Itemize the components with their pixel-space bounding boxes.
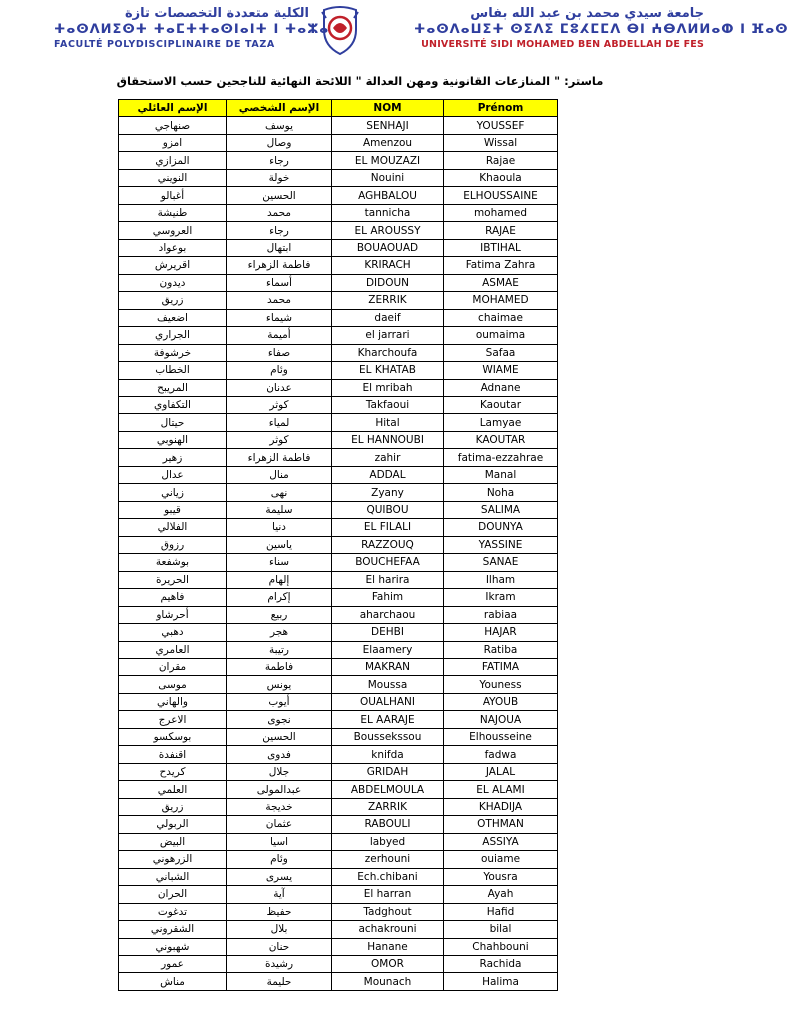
cell-prenom: Manal <box>444 466 558 483</box>
cell-nom: SENHAJI <box>332 117 444 134</box>
table-row <box>119 554 558 571</box>
cell-prenom: Ratiba <box>444 641 558 658</box>
table-row <box>119 833 558 850</box>
cell-prenom: Khaoula <box>444 169 558 186</box>
cell-nom: BOUAOUAD <box>332 239 444 256</box>
table-row <box>119 851 558 868</box>
cell-first-name-arabic: رشيدة <box>227 955 332 972</box>
cell-nom: Fahim <box>332 589 444 606</box>
cell-family-name-arabic: اضعيف <box>119 309 227 326</box>
cell-family-name-arabic: الزرهوني <box>119 851 227 868</box>
cell-family-name-arabic: الخطاب <box>119 362 227 379</box>
cell-prenom: EL ALAMI <box>444 781 558 798</box>
cell-family-name-arabic: أغبالو <box>119 187 227 204</box>
cell-nom: tannicha <box>332 204 444 221</box>
table-row <box>119 798 558 815</box>
cell-prenom: Rajae <box>444 152 558 169</box>
cell-nom: EL KHATAB <box>332 362 444 379</box>
cell-prenom: Ikram <box>444 589 558 606</box>
cell-nom: zahir <box>332 449 444 466</box>
cell-first-name-arabic: لمياء <box>227 414 332 431</box>
cell-prenom: DOUNYA <box>444 519 558 536</box>
cell-first-name-arabic: فاطمة <box>227 659 332 676</box>
cell-family-name-arabic: المريبح <box>119 379 227 396</box>
table-row <box>119 431 558 448</box>
cell-family-name-arabic: العروسي <box>119 222 227 239</box>
cell-nom: EL MOUZAZI <box>332 152 444 169</box>
cell-prenom: Safaa <box>444 344 558 361</box>
cell-prenom: FATIMA <box>444 659 558 676</box>
cell-family-name-arabic: اقريرش <box>119 257 227 274</box>
cell-nom: ADDAL <box>332 466 444 483</box>
cell-prenom: ELHOUSSAINE <box>444 187 558 204</box>
cell-nom: QUIBOU <box>332 501 444 518</box>
table-row <box>119 763 558 780</box>
cell-nom: Boussekssou <box>332 728 444 745</box>
cell-family-name-arabic: امزو <box>119 134 227 151</box>
column-header-family-name-arabic: الإسم العائلي <box>119 100 227 117</box>
cell-prenom: Wissal <box>444 134 558 151</box>
cell-prenom: Halima <box>444 973 558 990</box>
cell-prenom: JALAL <box>444 763 558 780</box>
table-row <box>119 728 558 745</box>
cell-family-name-arabic: دهبي <box>119 624 227 641</box>
cell-nom: daeif <box>332 309 444 326</box>
table-row <box>119 606 558 623</box>
cell-family-name-arabic: حيتال <box>119 414 227 431</box>
faculty-name-arabic: الكلية متعددة التخصصات تازة <box>124 6 309 21</box>
cell-first-name-arabic: أسماء <box>227 274 332 291</box>
table-row <box>119 344 558 361</box>
cell-family-name-arabic: المزازي <box>119 152 227 169</box>
cell-first-name-arabic: خولة <box>227 169 332 186</box>
cell-nom: EL AARAJE <box>332 711 444 728</box>
table-row <box>119 624 558 641</box>
table-row <box>119 309 558 326</box>
table-row <box>119 659 558 676</box>
table-row <box>119 938 558 955</box>
table-row <box>119 571 558 588</box>
university-name-french: UNIVERSITÉ SIDI MOHAMED BEN ABDELLAH DE FES <box>421 39 704 50</box>
cell-first-name-arabic: الحسين <box>227 728 332 745</box>
cell-nom: knifda <box>332 746 444 763</box>
table-row <box>119 676 558 693</box>
cell-prenom: Noha <box>444 484 558 501</box>
cell-prenom: mohamed <box>444 204 558 221</box>
table-row <box>119 921 558 938</box>
table-row <box>119 327 558 344</box>
cell-nom: Mounach <box>332 973 444 990</box>
cell-nom: AGHBALOU <box>332 187 444 204</box>
cell-first-name-arabic: دنيا <box>227 519 332 536</box>
cell-prenom: Lamyae <box>444 414 558 431</box>
cell-first-name-arabic: محمد <box>227 292 332 309</box>
cell-first-name-arabic: عبدالمولى <box>227 781 332 798</box>
table-row <box>119 641 558 658</box>
cell-family-name-arabic: الحران <box>119 886 227 903</box>
cell-first-name-arabic: سليمة <box>227 501 332 518</box>
cell-prenom: oumaima <box>444 327 558 344</box>
cell-first-name-arabic: يسرى <box>227 868 332 885</box>
cell-first-name-arabic: جلال <box>227 763 332 780</box>
cell-first-name-arabic: فاطمة الزهراء <box>227 449 332 466</box>
cell-family-name-arabic: بوعواد <box>119 239 227 256</box>
cell-first-name-arabic: صفاء <box>227 344 332 361</box>
faculty-name-tifinagh: ⵜⴰⵙⴷⵍⵉⵙⵜ ⵜⴰⵎⵜⵜⴰⵙⵏⴰⵏⵜ ⵏ ⵜⴰⵣⴰ <box>54 22 330 37</box>
cell-prenom: ASSIYA <box>444 833 558 850</box>
cell-first-name-arabic: حنان <box>227 938 332 955</box>
cell-first-name-arabic: نجوى <box>227 711 332 728</box>
cell-prenom: Kaoutar <box>444 396 558 413</box>
cell-nom: Amenzou <box>332 134 444 151</box>
cell-first-name-arabic: أيوب <box>227 693 332 710</box>
cell-first-name-arabic: منال <box>227 466 332 483</box>
table-row <box>119 589 558 606</box>
cell-nom: OUALHANI <box>332 693 444 710</box>
cell-first-name-arabic: عثمان <box>227 816 332 833</box>
cell-nom: El mribah <box>332 379 444 396</box>
faculty-name-french: FACULTÉ POLYDISCIPLINAIRE DE TAZA <box>54 39 275 50</box>
table-header-row <box>119 100 558 117</box>
cell-family-name-arabic: والهاني <box>119 693 227 710</box>
cell-prenom: NAJOUA <box>444 711 558 728</box>
table-row <box>119 292 558 309</box>
cell-family-name-arabic: رزوق <box>119 536 227 553</box>
cell-family-name-arabic: بوسكسو <box>119 728 227 745</box>
table-row <box>119 396 558 413</box>
table-row <box>119 414 558 431</box>
cell-first-name-arabic: وئام <box>227 851 332 868</box>
cell-nom: Nouini <box>332 169 444 186</box>
cell-family-name-arabic: الجراري <box>119 327 227 344</box>
column-header-nom: NOM <box>332 100 444 117</box>
cell-first-name-arabic: رتيبة <box>227 641 332 658</box>
cell-prenom: fatima-ezzahrae <box>444 449 558 466</box>
table-row <box>119 134 558 151</box>
cell-first-name-arabic: رجاء <box>227 222 332 239</box>
faculty-block <box>54 6 330 52</box>
cell-prenom: HAJAR <box>444 624 558 641</box>
cell-prenom: Elhousseine <box>444 728 558 745</box>
cell-first-name-arabic: الحسين <box>227 187 332 204</box>
cell-nom: RABOULI <box>332 816 444 833</box>
cell-first-name-arabic: عدنان <box>227 379 332 396</box>
cell-first-name-arabic: ربيع <box>227 606 332 623</box>
cell-first-name-arabic: آية <box>227 886 332 903</box>
cell-prenom: bilal <box>444 921 558 938</box>
table-row <box>119 955 558 972</box>
table-row <box>119 973 558 990</box>
cell-family-name-arabic: زهير <box>119 449 227 466</box>
cell-first-name-arabic: يونس <box>227 676 332 693</box>
cell-nom: achakrouni <box>332 921 444 938</box>
cell-family-name-arabic: موسى <box>119 676 227 693</box>
cell-nom: ZARRIK <box>332 798 444 815</box>
cell-prenom: Adnane <box>444 379 558 396</box>
cell-nom: EL HANNOUBI <box>332 431 444 448</box>
cell-family-name-arabic: زريق <box>119 292 227 309</box>
table-row <box>119 222 558 239</box>
cell-nom: OMOR <box>332 955 444 972</box>
cell-family-name-arabic: الاعرج <box>119 711 227 728</box>
cell-nom: aharchaou <box>332 606 444 623</box>
cell-prenom: rabiaa <box>444 606 558 623</box>
table-row <box>119 886 558 903</box>
cell-prenom: Fatima Zahra <box>444 257 558 274</box>
cell-first-name-arabic: أميمة <box>227 327 332 344</box>
cell-first-name-arabic: فدوى <box>227 746 332 763</box>
cell-family-name-arabic: البيض <box>119 833 227 850</box>
cell-family-name-arabic: الربولي <box>119 816 227 833</box>
cell-family-name-arabic: العلمي <box>119 781 227 798</box>
table-row <box>119 362 558 379</box>
cell-family-name-arabic: الشقروني <box>119 921 227 938</box>
cell-family-name-arabic: العامري <box>119 641 227 658</box>
cell-prenom: Hafid <box>444 903 558 920</box>
cell-family-name-arabic: ديدون <box>119 274 227 291</box>
cell-family-name-arabic: مناش <box>119 973 227 990</box>
cell-nom: EL AROUSSY <box>332 222 444 239</box>
results-table <box>118 99 558 991</box>
table-row <box>119 484 558 501</box>
cell-family-name-arabic: طنيشة <box>119 204 227 221</box>
cell-family-name-arabic: الهنوبي <box>119 431 227 448</box>
cell-nom: Takfaoui <box>332 396 444 413</box>
cell-first-name-arabic: خديجة <box>227 798 332 815</box>
cell-first-name-arabic: وصال <box>227 134 332 151</box>
cell-family-name-arabic: خرشوفة <box>119 344 227 361</box>
cell-prenom: KAOUTAR <box>444 431 558 448</box>
cell-prenom: KHADIJA <box>444 798 558 815</box>
university-block <box>414 6 789 52</box>
cell-first-name-arabic: حفيظ <box>227 903 332 920</box>
cell-nom: Hanane <box>332 938 444 955</box>
document-header <box>0 0 789 62</box>
cell-first-name-arabic: يوسف <box>227 117 332 134</box>
cell-nom: Ech.chibani <box>332 868 444 885</box>
cell-first-name-arabic: إكرام <box>227 589 332 606</box>
cell-family-name-arabic: بوشفعة <box>119 554 227 571</box>
cell-family-name-arabic: اقنفدة <box>119 746 227 763</box>
table-row <box>119 466 558 483</box>
cell-nom: zerhouni <box>332 851 444 868</box>
cell-prenom: RAJAE <box>444 222 558 239</box>
table-row <box>119 152 558 169</box>
cell-family-name-arabic: تدغوت <box>119 903 227 920</box>
cell-family-name-arabic: عمور <box>119 955 227 972</box>
cell-first-name-arabic: كوثر <box>227 396 332 413</box>
table-row <box>119 449 558 466</box>
column-header-prenom: Prénom <box>444 100 558 117</box>
cell-nom: DEHBI <box>332 624 444 641</box>
cell-nom: RAZZOUQ <box>332 536 444 553</box>
cell-family-name-arabic: الحريرة <box>119 571 227 588</box>
cell-nom: El harira <box>332 571 444 588</box>
cell-first-name-arabic: بلال <box>227 921 332 938</box>
cell-family-name-arabic: النويني <box>119 169 227 186</box>
cell-prenom: YASSINE <box>444 536 558 553</box>
cell-nom: El harran <box>332 886 444 903</box>
cell-nom: ZERRIK <box>332 292 444 309</box>
table-row <box>119 693 558 710</box>
cell-first-name-arabic: كوثر <box>227 431 332 448</box>
table-row <box>119 711 558 728</box>
cell-family-name-arabic: صنهاجي <box>119 117 227 134</box>
cell-family-name-arabic: شهبوني <box>119 938 227 955</box>
cell-prenom: AYOUB <box>444 693 558 710</box>
table-row <box>119 746 558 763</box>
cell-family-name-arabic: زريق <box>119 798 227 815</box>
cell-nom: Moussa <box>332 676 444 693</box>
cell-first-name-arabic: محمد <box>227 204 332 221</box>
cell-prenom: Youness <box>444 676 558 693</box>
cell-first-name-arabic: فاطمة الزهراء <box>227 257 332 274</box>
column-header-first-name-arabic: الإسم الشخصي <box>227 100 332 117</box>
cell-family-name-arabic: مقران <box>119 659 227 676</box>
cell-family-name-arabic: كريدح <box>119 763 227 780</box>
cell-nom: BOUCHEFAA <box>332 554 444 571</box>
cell-nom: KRIRACH <box>332 257 444 274</box>
cell-family-name-arabic: الفلالي <box>119 519 227 536</box>
cell-prenom: chaimae <box>444 309 558 326</box>
cell-nom: ABDELMOULA <box>332 781 444 798</box>
cell-first-name-arabic: ياسين <box>227 536 332 553</box>
table-row <box>119 257 558 274</box>
table-row <box>119 868 558 885</box>
table-row <box>119 187 558 204</box>
cell-nom: labyed <box>332 833 444 850</box>
cell-first-name-arabic: ابتهال <box>227 239 332 256</box>
cell-family-name-arabic: أحرشاو <box>119 606 227 623</box>
cell-prenom: WIAME <box>444 362 558 379</box>
table-row <box>119 501 558 518</box>
table-row <box>119 816 558 833</box>
cell-nom: Elaamery <box>332 641 444 658</box>
table-row <box>119 239 558 256</box>
cell-nom: DIDOUN <box>332 274 444 291</box>
cell-first-name-arabic: حليمة <box>227 973 332 990</box>
cell-family-name-arabic: عدال <box>119 466 227 483</box>
cell-nom: EL FILALI <box>332 519 444 536</box>
cell-family-name-arabic: زياني <box>119 484 227 501</box>
cell-family-name-arabic: قيبو <box>119 501 227 518</box>
cell-prenom: OTHMAN <box>444 816 558 833</box>
cell-first-name-arabic: شيماء <box>227 309 332 326</box>
table-row <box>119 903 558 920</box>
table-row <box>119 169 558 186</box>
cell-prenom: fadwa <box>444 746 558 763</box>
cell-prenom: ASMAE <box>444 274 558 291</box>
cell-first-name-arabic: وئام <box>227 362 332 379</box>
cell-first-name-arabic: نهى <box>227 484 332 501</box>
cell-nom: GRIDAH <box>332 763 444 780</box>
cell-prenom: MOHAMED <box>444 292 558 309</box>
table-row <box>119 781 558 798</box>
cell-prenom: Rachida <box>444 955 558 972</box>
cell-family-name-arabic: التكفاوي <box>119 396 227 413</box>
cell-nom: el jarrari <box>332 327 444 344</box>
university-name-arabic: جامعة سيدي محمد بن عبد الله بفاس <box>470 6 704 21</box>
cell-first-name-arabic: هجر <box>227 624 332 641</box>
cell-prenom: Ilham <box>444 571 558 588</box>
table-row <box>119 204 558 221</box>
cell-prenom: Yousra <box>444 868 558 885</box>
cell-prenom: SALIMA <box>444 501 558 518</box>
table-row <box>119 117 558 134</box>
cell-nom: MAKRAN <box>332 659 444 676</box>
cell-nom: Tadghout <box>332 903 444 920</box>
cell-family-name-arabic: فاهيم <box>119 589 227 606</box>
table-row <box>119 519 558 536</box>
cell-prenom: ouiame <box>444 851 558 868</box>
cell-prenom: Ayah <box>444 886 558 903</box>
cell-prenom: IBTIHAL <box>444 239 558 256</box>
cell-nom: Kharchoufa <box>332 344 444 361</box>
table-row <box>119 379 558 396</box>
cell-first-name-arabic: إلهام <box>227 571 332 588</box>
cell-prenom: SANAE <box>444 554 558 571</box>
cell-first-name-arabic: رجاء <box>227 152 332 169</box>
cell-family-name-arabic: الشباني <box>119 868 227 885</box>
university-logo <box>316 4 364 56</box>
cell-first-name-arabic: سناء <box>227 554 332 571</box>
cell-prenom: YOUSSEF <box>444 117 558 134</box>
page-title: ماستر: " المنازعات القانونية ومهن العدالة " اللائحة النهائية للناجحين حسب الاستحقاق <box>116 74 604 88</box>
university-name-tifinagh: ⵜⴰⵙⴷⴰⵡⵉⵜ ⵙⵉⴷⵉ ⵎⵓⵃⵎⵎⴷ ⴱⵏ ⵄⴱⴷⵍⵍⴰⵀ ⵏ ⴼⴰⵙ <box>414 22 789 37</box>
table-row <box>119 274 558 291</box>
table-row <box>119 536 558 553</box>
cell-prenom: Chahbouni <box>444 938 558 955</box>
cell-first-name-arabic: اسيا <box>227 833 332 850</box>
cell-nom: Zyany <box>332 484 444 501</box>
cell-nom: Hital <box>332 414 444 431</box>
